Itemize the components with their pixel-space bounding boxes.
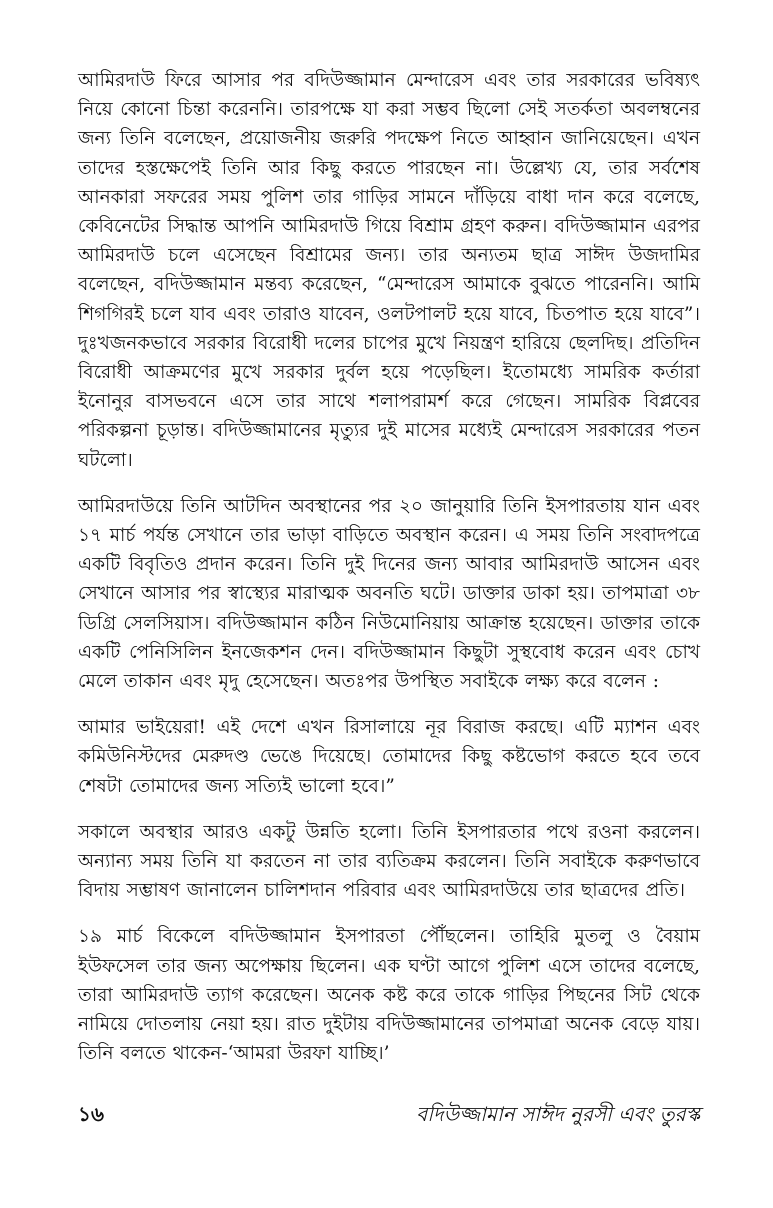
running-title: বদিউজ্জামান সাঈদ নুরসী এবং তুরস্ক (416, 1102, 700, 1126)
paragraph-2: আমিরদাউয়ে তিনি আটদিন অবস্থানের পর ২০ জানুয়ারি তিনি ইসপারতায় যান এবং ১৭ মার্চ পর্যন্ত সেখানে তার ভাড়া বাড়িতে অবস্থান করেন। এ সময় তিনি সংবাদপত্রে একটি বিবৃতিও প্রদান করেন। তিনি দুই দিনের জন্য আবার আমিরদাউ আসেন এবং সেখানে আসার পর স্বাস্থ্যের মারাত্মক অবনতি ঘটে। ডাক্তার ডাকা হয়। তাপমাত্রা ৩৮ ডিগ্রি সেলসিয়াস। বদিউজ্জামান কঠিন নিউমোনিয়ায় আক্রান্ত হয়েছেন। ডাক্তার তাকে একটি পেনিসিলিন ইনজেকশন দেন। বদিউজ্জামান কিছুটা সুস্থবোধ করেন এবং চোখ মেলে তাকান এবং মৃদু হেসেছেন। অতঃপর উপস্থিত সবাইকে লক্ষ্য করে বলেন : (78, 495, 700, 693)
paragraph-5: ১৯ মার্চ বিকেলে বদিউজ্জামান ইসপারতা পৌঁছলেন। তাহিরি মুতলু ও বৈয়াম ইউফসেল তার জন্য অপেক্ষায় ছিলেন। এক ঘণ্টা আগে পুলিশ এসে তাদের বলেছে, তারা আমিরদাউ ত্যাগ করেছেন। অনেক কষ্ট করে তাকে গাড়ির পিছনের সিট থেকে নামিয়ে দোতলায় নেয়া হয়। রাত দুইটায় বদিউজ্জামানের তাপমাত্রা অনেক বেড়ে যায়। তিনি বলতে থাকেন-‘আমরা উরফা যাচ্ছি।’ (78, 926, 700, 1065)
page-number: ১৬ (78, 1102, 104, 1126)
paragraph-4: সকালে অবস্থার আরও একটু উন্নতি হলো। তিনি ইসপারতার পথে রওনা করলেন। অন্যান্য সময় তিনি যা করতেন না তার ব্যতিক্রম করলেন। তিনি সবাইকে করুণভাবে বিদায় সম্ভাষণ জানালেন চালিশদান পরিবার এবং আমিরদাউয়ে তার ছাত্রদের প্রতি। (78, 821, 700, 902)
page-body (78, 66, 700, 1086)
paragraph-3-quote: আমার ভাইয়েরা! এই দেশে এখন রিসালায়ে নূর বিরাজ করছে। এটি ম্যাশন এবং কমিউনিস্টদের মেরুদণ্ড ভেঙে দিয়েছে। তোমাদের কিছু কষ্টভোগ করতে হবে তবে শেষটা তোমাদের জন্য সত্যিই ভালো হবে।” (78, 717, 700, 797)
paragraph-1: আমিরদাউ ফিরে আসার পর বদিউজ্জামান মেন্দারেস এবং তার সরকারের ভবিষ্যৎ নিয়ে কোনো চিন্তা করেননি। তারপক্ষে যা করা সম্ভব ছিলো সেই সতর্কতা অবলম্বনের জন্য তিনি বলেছেন, প্রয়োজনীয় জরুরি পদক্ষেপ নিতে আহ্বান জানিয়েছেন। এখন তাদের হস্তক্ষেপেই তিনি আর কিছু করতে পারছেন না। উল্লেখ্য যে, তার সর্বশেষ আনকারা সফরের সময় পুলিশ তার গাড়ির সামনে দাঁড়িয়ে বাধা দান করে বলেছে, কেবিনেটের সিদ্ধান্ত আপনি আমিরদাউ গিয়ে বিশ্রাম গ্রহণ করুন। বদিউজ্জামান এরপর আমিরদাউ চলে এসেছেন বিশ্রামের জন্য। তার অন্যতম ছাত্র সাঈদ উজদামির বলেছেন, বদিউজ্জামান মন্তব্য করেছেন, “মেন্দারেস আমাকে বুঝতে পারেননি। আমি শিগগিরই চলে যাব এবং তারাও যাবেন, ওলটপালট হয়ে যাবে, চিতপাত হয়ে যাবে”। দুঃখজনকভাবে সরকার বিরোধী দলের চাপের মুখে নিয়ন্ত্রণ হারিয়ে ছেলদিছ। প্রতিদিন বিরোধী আক্রমণের মুখে সরকার দুর্বল হয়ে পড়েছিল। ইতোমধ্যে সামরিক কর্তারা ইনোনুর বাসভবনে এসে তার সাথে শলাপরামর্শ করে গেছেন। সামরিক বিপ্লবের পরিকল্পনা চূড়ান্ত। বদিউজ্জামানের মৃত্যুর দুই মাসের মধ্যেই মেন্দারেস সরকারের পতন ঘটলো। (78, 70, 700, 471)
page-footer (78, 1096, 700, 1132)
